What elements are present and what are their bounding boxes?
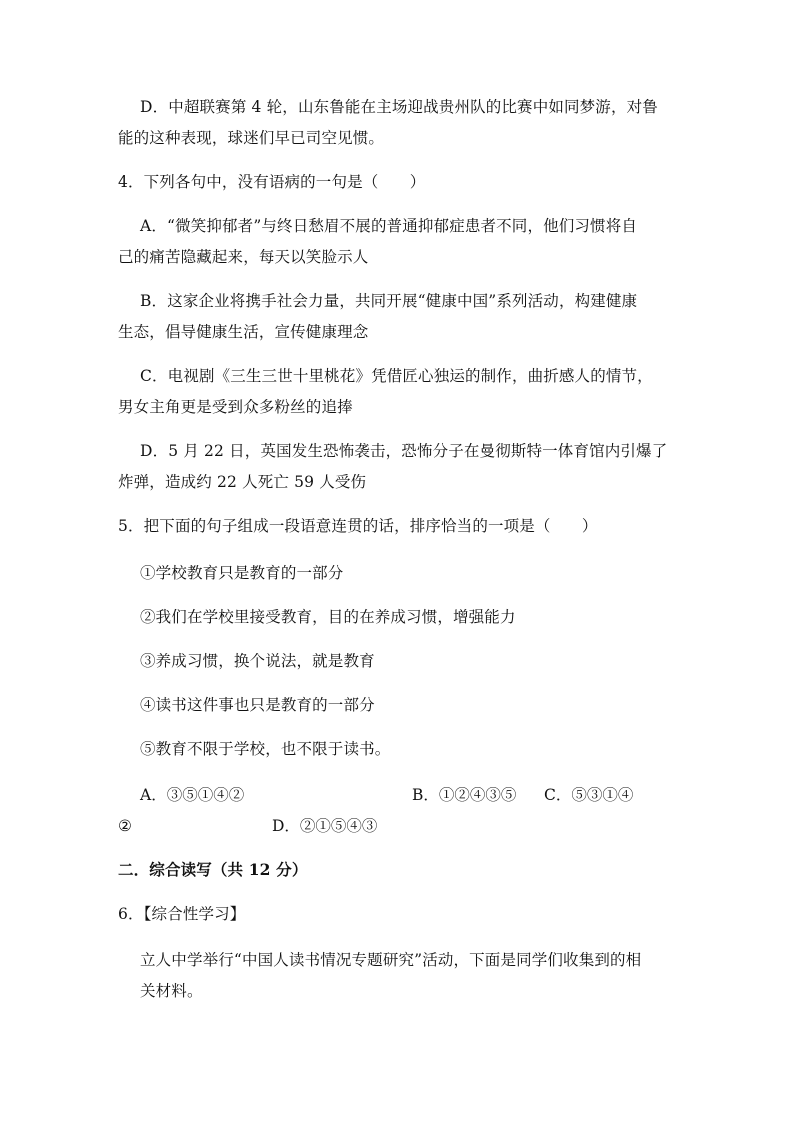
q4-option-a-line2: 己的痛苦隐藏起来，每天以笑脸示人 bbox=[118, 248, 369, 266]
q5-option-d: D．②①⑤④③ bbox=[272, 817, 378, 835]
q4-option-b-line1: B．这家企业将携手社会力量，共同开展“健康中国”系列活动，构建健康 bbox=[140, 292, 638, 310]
q6-intro-line1: 立人中学举行“中国人读书情况专题研究”活动，下面是同学们收集到的相 bbox=[140, 951, 642, 969]
q4-stem: 4．下列各句中，没有语病的一句是（ ） bbox=[118, 173, 426, 191]
q5-option-b: B．①②④③⑤ bbox=[412, 786, 517, 804]
q4-option-d-line1: D．5 月 22 日，英国发生恐怖袭击，恐怖分子在曼彻斯特一体育馆内引爆了 bbox=[140, 442, 668, 460]
q5-sentence-3: ③养成习惯，换个说法，就是教育 bbox=[140, 652, 375, 670]
q5-sentence-4: ④读书这件事也只是教育的一部分 bbox=[140, 696, 375, 714]
q5-option-c-continued: ② bbox=[118, 817, 132, 835]
q4-option-d-line2: 炸弹，造成约 22 人死亡 59 人受伤 bbox=[118, 473, 367, 491]
q6-intro-line2: 关材料。 bbox=[140, 982, 203, 1000]
q5-option-a: A．③⑤①④② bbox=[140, 786, 245, 804]
q4-option-c-line2: 男女主角更是受到众多粉丝的追捧 bbox=[118, 398, 353, 416]
q5-sentence-2: ②我们在学校里接受教育，目的在养成习惯，增强能力 bbox=[140, 608, 516, 626]
q5-sentence-1: ①学校教育只是教育的一部分 bbox=[140, 564, 344, 582]
q5-sentence-5: ⑤教育不限于学校，也不限于读书。 bbox=[140, 740, 391, 758]
q5-stem: 5．把下面的句子组成一段语意连贯的话，排序恰当的一项是（ ） bbox=[118, 517, 598, 535]
q3-option-d-line2: 能的这种表现，球迷们早已司空见惯。 bbox=[118, 129, 385, 147]
q4-option-b-line2: 生态，倡导健康生活，宣传健康理念 bbox=[118, 323, 369, 341]
q4-option-a-line1: A．“微笑抑郁者”与终日愁眉不展的普通抑郁症患者不同，他们习惯将自 bbox=[140, 217, 637, 235]
q4-option-c-line1: C．电视剧《三生三世十里桃花》凭借匠心独运的制作，曲折感人的情节， bbox=[140, 367, 653, 385]
section-2-heading: 二．综合读写（共 12 分） bbox=[118, 860, 308, 879]
q3-option-d-line1: D．中超联赛第 4 轮，山东鲁能在主场迎战贵州队的比赛中如同梦游，对鲁 bbox=[140, 98, 658, 116]
q6-stem: 6．【综合性学习】 bbox=[118, 905, 246, 923]
q5-option-c: C．⑤③①④ bbox=[544, 786, 634, 804]
